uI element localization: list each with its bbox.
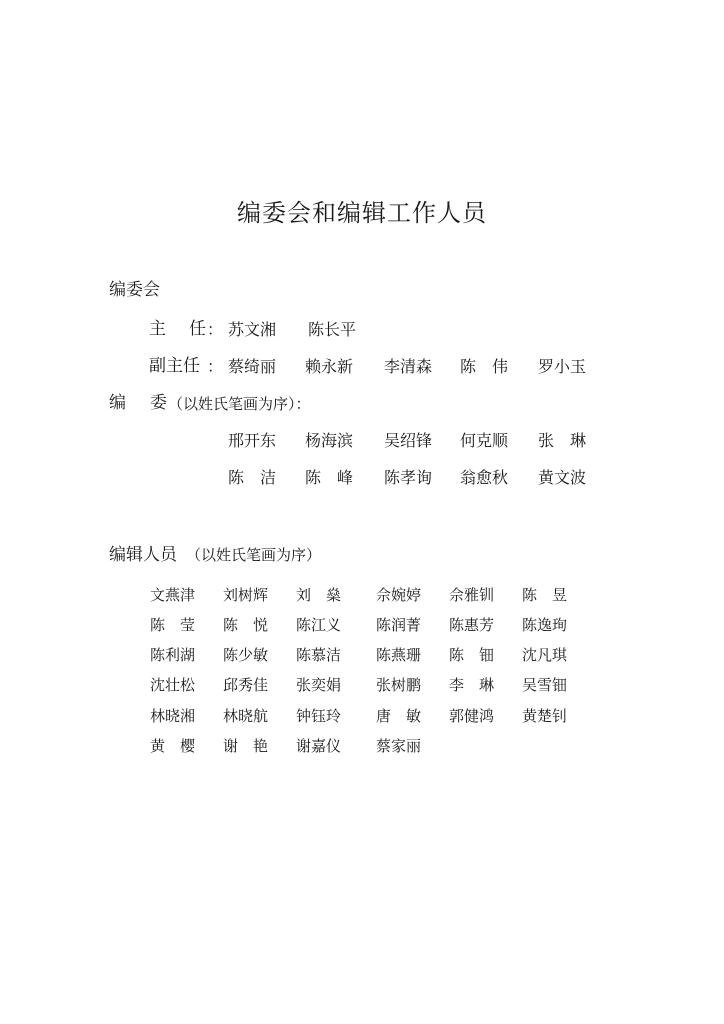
members-order-note: （以姓氏笔画为序）：	[168, 395, 311, 413]
editor-name: 林晓航	[223, 707, 269, 725]
editor-name: 黄楚钊	[522, 707, 568, 725]
editor-name: 陈润菁	[376, 616, 422, 634]
member-name: 邢开东	[228, 431, 277, 450]
deputy-director-name-3: 李清森	[384, 357, 433, 376]
deputy-director-name-4: 陈 伟	[460, 357, 509, 376]
editor-name: 林晓湘	[150, 707, 196, 725]
editor-name: 谢 艳	[223, 737, 269, 755]
editor-name: 黄 樱	[150, 737, 196, 755]
board-heading: 编委会	[109, 280, 160, 300]
editor-name: 陈利湖	[150, 646, 196, 664]
editors-heading: 编辑人员	[109, 545, 177, 565]
editor-name: 陈少敏	[223, 646, 269, 664]
editor-name: 谢嘉仪	[296, 737, 342, 755]
editor-name: 陈慕洁	[296, 646, 342, 664]
editors-order-note: （以姓氏笔画为序）	[186, 546, 322, 564]
director-label-char-2: 任	[189, 319, 206, 339]
editor-name: 陈 莹	[150, 616, 196, 634]
deputy-director-name-1: 蔡绮丽	[228, 357, 277, 376]
editor-name: 刘 燊	[296, 586, 342, 604]
member-name: 吴绍锋	[384, 431, 433, 450]
editor-name: 陈江义	[296, 616, 342, 634]
member-name: 杨海滨	[305, 431, 354, 450]
deputy-director-name-5: 罗小玉	[538, 357, 587, 376]
editor-name: 陈惠芳	[449, 616, 495, 634]
member-name: 陈孝询	[384, 468, 433, 487]
editor-name: 张树鹏	[376, 676, 422, 694]
editor-name: 佘雅钏	[449, 586, 495, 604]
director-label-char-1: 主	[149, 319, 166, 339]
member-name: 陈 峰	[305, 468, 354, 487]
editor-name: 陈燕珊	[376, 646, 422, 664]
member-name: 张 琳	[538, 431, 587, 450]
editor-name: 刘树辉	[223, 586, 269, 604]
member-name: 何克顺	[460, 431, 509, 450]
members-label-char-2: 委	[150, 393, 167, 413]
director-colon: ：	[207, 320, 224, 339]
member-name: 黄文波	[538, 468, 587, 487]
director-name-1: 苏文湘	[228, 320, 277, 339]
page-title: 编委会和编辑工作人员	[237, 199, 487, 227]
editor-name: 沈凡琪	[522, 646, 568, 664]
editor-name: 沈壮松	[150, 676, 196, 694]
editor-name: 陈逸珣	[522, 616, 568, 634]
editor-name: 邱秀佳	[223, 676, 269, 694]
editor-name: 佘婉婷	[376, 586, 422, 604]
member-name: 陈 洁	[228, 468, 277, 487]
editor-name: 蔡家丽	[376, 737, 422, 755]
members-label-char-1: 编	[109, 393, 126, 413]
member-name: 翁愈秋	[460, 468, 509, 487]
director-name-2: 陈长平	[308, 320, 357, 339]
editor-name: 文燕津	[150, 586, 196, 604]
editor-name: 吴雪钿	[522, 676, 568, 694]
editor-name: 陈 悦	[223, 616, 269, 634]
editor-name: 钟钰玲	[296, 707, 342, 725]
deputy-director-label: 副主任	[149, 356, 200, 376]
editor-name: 唐 敏	[376, 707, 422, 725]
editor-name: 陈 昱	[522, 586, 568, 604]
deputy-director-name-2: 赖永新	[305, 357, 354, 376]
deputy-director-colon: ：	[207, 357, 224, 376]
editor-name: 李 琳	[449, 676, 495, 694]
editor-name: 陈 钿	[449, 646, 495, 664]
editor-name: 张奕娟	[296, 676, 342, 694]
editor-name: 郭健鸿	[449, 707, 495, 725]
